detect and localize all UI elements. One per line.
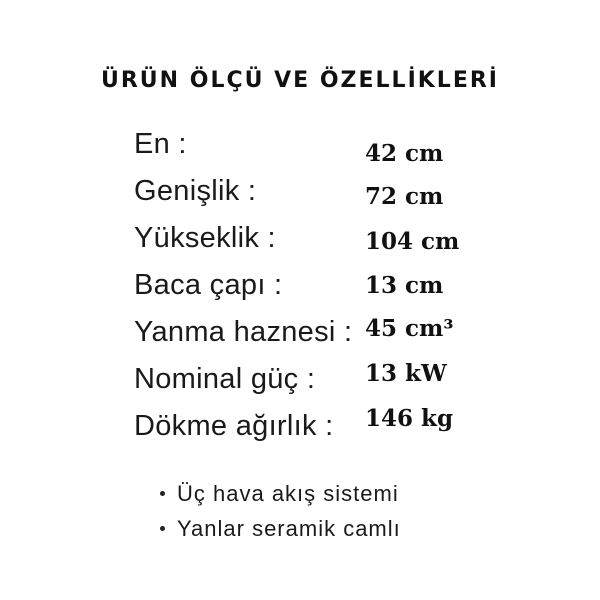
spec-label-flue-diameter: Baca çapı : [134,269,283,301]
feature-text: Yanlar seramik camlı [177,516,401,541]
feature-item [160,481,399,507]
spec-label-combustion-chamber: Yanma haznesi : [134,316,353,348]
spec-label-depth: Genişlik : [134,175,257,207]
spec-value-depth: 72 cm [365,183,444,210]
spec-label-cast-weight: Dökme ağırlık : [134,410,334,442]
feature-item [160,516,401,542]
spec-value-cast-weight: 146 kg [365,405,454,432]
page-title: ÜRÜN ÖLÇÜ VE ÖZELLİKLERİ [101,68,499,93]
feature-text: Üç hava akış sistemi [177,481,399,506]
spec-label-height: Yükseklik : [134,222,276,254]
spec-label-nominal-power: Nominal güç : [134,363,316,395]
spec-label-width: En : [134,128,187,160]
spec-value-height: 104 cm [365,228,460,255]
spec-value-combustion-chamber: 45 cm³ [365,315,454,342]
bullet-icon [160,491,165,496]
bullet-icon [160,526,165,531]
spec-value-nominal-power: 13 kW [365,360,447,387]
spec-value-width: 42 cm [365,140,444,167]
spec-value-flue-diameter: 13 cm [365,272,444,299]
